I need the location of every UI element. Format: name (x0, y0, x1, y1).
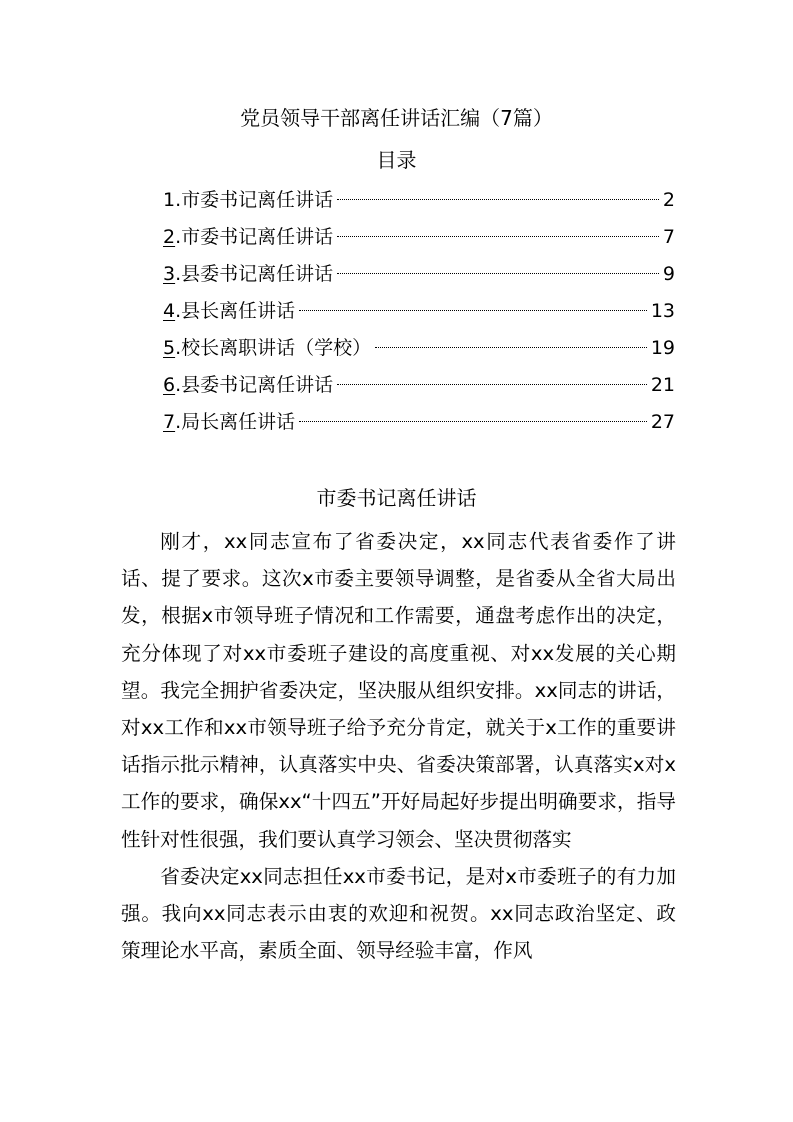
body-text (121, 523, 676, 969)
toc-page-number: 9 (662, 263, 675, 285)
toc-leader-dots (337, 199, 659, 200)
toc-item-6[interactable] (163, 370, 675, 407)
toc-leader-dots (337, 236, 659, 237)
toc-page-number: 19 (650, 337, 675, 359)
toc-item-3[interactable] (163, 259, 675, 296)
toc-item-label (163, 222, 333, 252)
toc-item-number: 6 (163, 374, 176, 396)
toc-item-number: 2 (163, 226, 176, 248)
toc-item-label (163, 370, 333, 400)
toc-item-5[interactable] (163, 333, 675, 370)
toc-page-number: 13 (650, 300, 675, 322)
toc-leader-dots (299, 310, 647, 311)
toc-item-text: .市委书记离任讲话 (175, 189, 334, 211)
toc-page-number: 27 (650, 411, 675, 433)
toc-item-1[interactable] (163, 185, 675, 222)
toc-item-label (163, 185, 333, 215)
toc-leader-dots (299, 421, 647, 422)
toc-item-text: .县长离任讲话 (175, 300, 296, 322)
toc-page-number: 21 (650, 374, 675, 396)
section-title: 市委书记离任讲话 (316, 486, 477, 510)
toc-page-number: 7 (662, 226, 675, 248)
document-title: 党员领导干部离任讲话汇编（7篇） (240, 106, 553, 130)
toc-item-number: 1 (163, 189, 176, 211)
toc-item-label (163, 407, 295, 437)
toc-item-text: .市委书记离任讲话 (175, 226, 334, 248)
toc-item-text: .县委书记离任讲话 (175, 374, 334, 396)
toc-item-label (163, 333, 371, 363)
toc-item-label (163, 296, 295, 326)
toc-page-number: 2 (662, 189, 675, 211)
toc-item-number: 7 (163, 411, 176, 433)
toc-leader-dots (337, 273, 659, 274)
toc-item-text: .校长离职讲话（学校） (175, 337, 372, 359)
table-of-contents (163, 185, 675, 444)
body-paragraph: 省委决定xx同志担任xx市委书记，是对x市委班子的有力加强。我向xx同志表示由衷的欢迎和祝贺。xx同志政治坚定、政策理论水平高，素质全面、领导经验丰富，作风 (121, 864, 676, 963)
toc-item-7[interactable] (163, 407, 675, 444)
toc-item-number: 5 (163, 337, 176, 359)
toc-item-text: .县委书记离任讲话 (175, 263, 334, 285)
toc-leader-dots (375, 347, 647, 348)
toc-item-2[interactable] (163, 222, 675, 259)
toc-item-4[interactable] (163, 296, 675, 333)
body-paragraph: 刚才，xx同志宣布了省委决定，xx同志代表省委作了讲话、提了要求。这次x市委主要领导调整，是省委从全省大局出发，根据x市领导班子情况和工作需要，通盘考虑作出的决定，充分体现了对xx市委班子建设的高度重视、对xx发展的关心期望。我完全拥护省委决定，坚决服从组织安排。xx同志的讲话，对xx工作和xx市领导班子给予充分肯定，就关于x工作的重要讲话指示批示精神，认真落实中央、省委决策部署，认真落实x对x工作的要求，确保xx“十四五”开好局起好步提出明确要求，指导性针对性很强，我们要认真学习领会、坚决贯彻落实 (121, 530, 676, 851)
toc-item-number: 4 (163, 300, 176, 322)
toc-item-text: .局长离任讲话 (175, 411, 296, 433)
toc-item-number: 3 (163, 263, 176, 285)
toc-heading: 目录 (376, 148, 417, 172)
toc-leader-dots (337, 384, 647, 385)
toc-item-label (163, 259, 333, 289)
